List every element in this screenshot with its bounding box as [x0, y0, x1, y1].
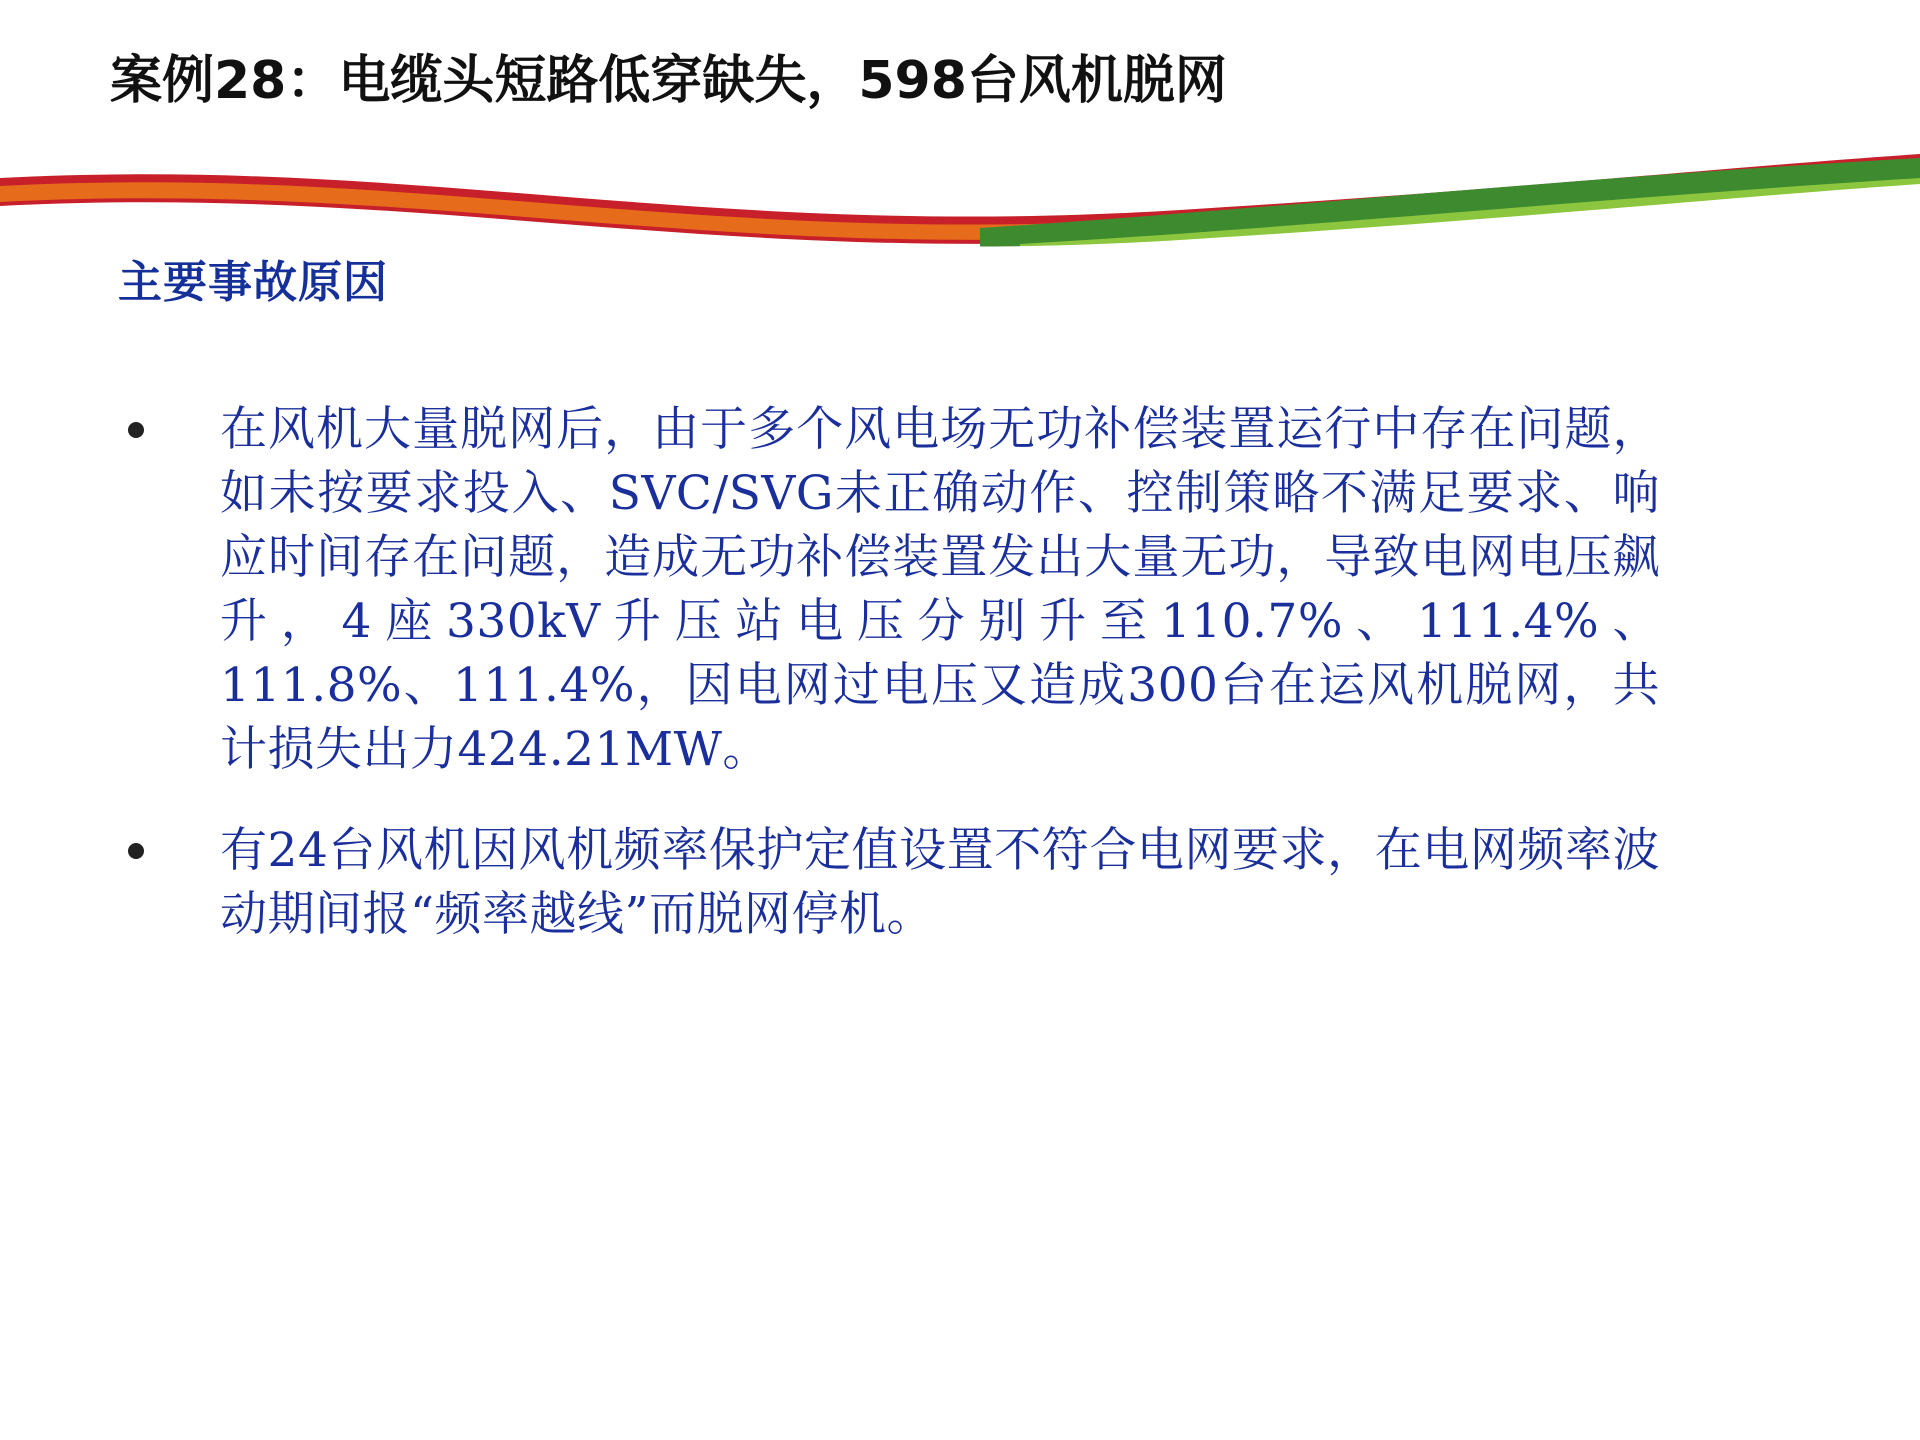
- bullet-dot-icon: [128, 843, 144, 859]
- bullet-dot-icon: [128, 422, 144, 438]
- list-item: [110, 819, 1810, 947]
- list-item: [110, 398, 1810, 781]
- page-title: 案例28：电缆头短路低穿缺失，598台风机脱网: [110, 51, 1227, 111]
- bullet-list: [110, 398, 1810, 985]
- list-item-text: 有24台风机因风机频率保护定值设置不符合电网要求，在电网频率波动期间报“频率越线”而脱网停机。: [220, 823, 1660, 943]
- decorative-swoosh-band: [0, 148, 1920, 248]
- section-heading: 主要事故原因: [118, 257, 388, 308]
- list-item-text: 在风机大量脱网后，由于多个风电场无功补偿装置运行中存在问题，如未按要求投入、SVC/SVG未正确动作、控制策略不满足要求、响应时间存在问题，造成无功补偿装置发出大量无功，导致电网电压飙升，4座330kV升压站电压分别升至110.7%、111.4%、111.8%、111.4%，因电网过电压又造成300台在运风机脱网，共计损失出力424.21MW。: [220, 402, 1660, 777]
